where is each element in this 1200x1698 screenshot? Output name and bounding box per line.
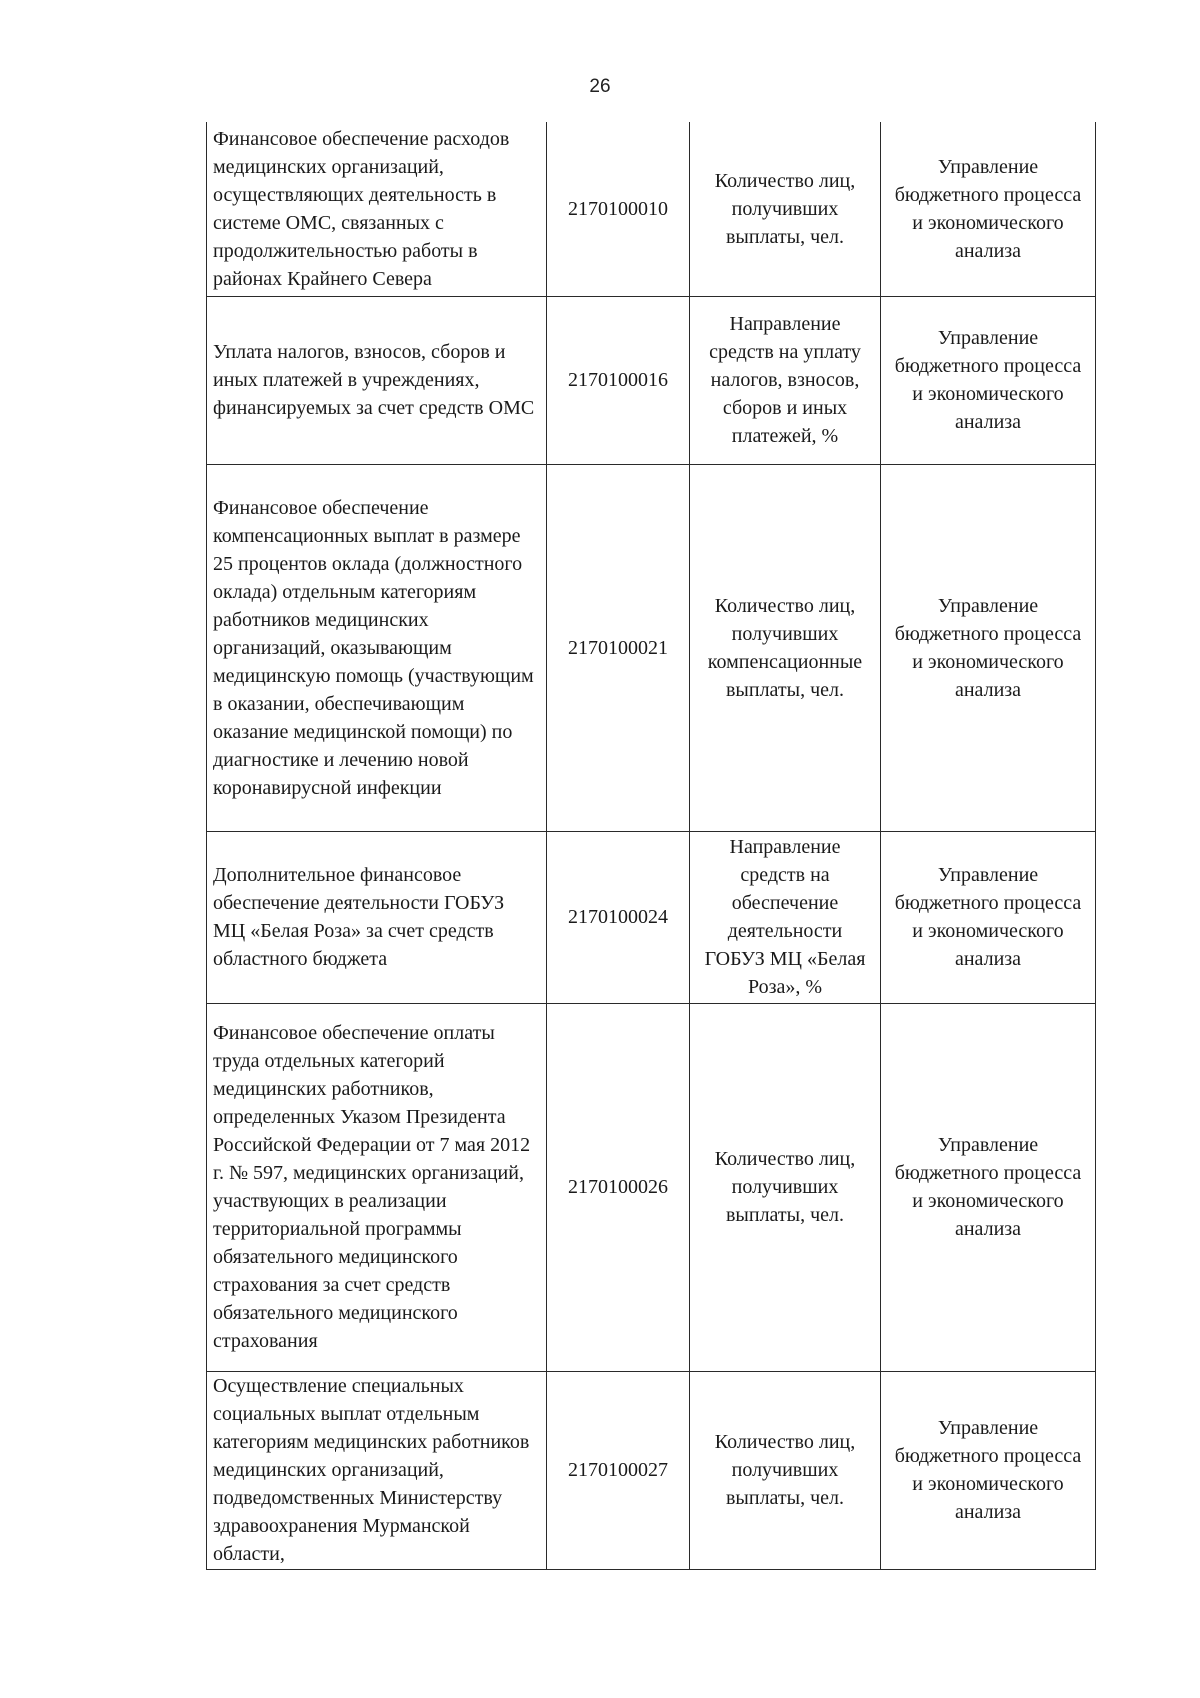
- indicator-cell: Направление средств на обеспечение деятельности ГОБУЗ МЦ «Белая Роза», %: [690, 831, 881, 1003]
- expense-code-cell: 2170100010: [547, 122, 690, 296]
- expense-code-cell: 2170100026: [547, 1003, 690, 1371]
- expense-table: [206, 122, 1096, 1570]
- expense-code-cell: 2170100027: [547, 1371, 690, 1569]
- expense-name-cell: Финансовое обеспечение компенсационных выплат в размере 25 процентов оклада (должностного оклада) отдельным категориям работников медицинских организаций, оказывающим медицинскую помощь (участвующим в оказании, обеспечивающим оказание медицинской помощи) по диагностике и лечению новой коронавирусной инфекции: [207, 464, 547, 831]
- indicator-cell: Направление средств на уплату налогов, взносов, сборов и иных платежей, %: [690, 296, 881, 464]
- expense-code-cell: 2170100021: [547, 464, 690, 831]
- expense-name-cell: Финансовое обеспечение расходов медицинских организаций, осуществляющих деятельность в системе ОМС, связанных с продолжительностью работы в районах Крайнего Севера: [207, 122, 547, 296]
- expense-name-cell: Дополнительное финансовое обеспечение деятельности ГОБУЗ МЦ «Белая Роза» за счет средств областного бюджета: [207, 831, 547, 1003]
- table-row: [207, 122, 1096, 296]
- table-row: [207, 831, 1096, 1003]
- responsible-cell: Управление бюджетного процесса и экономического анализа: [881, 831, 1096, 1003]
- expense-code-cell: 2170100016: [547, 296, 690, 464]
- responsible-cell: Управление бюджетного процесса и экономического анализа: [881, 1371, 1096, 1569]
- page-number: 26: [589, 76, 611, 97]
- table-row: [207, 464, 1096, 831]
- indicator-cell: Количество лиц, получивших выплаты, чел.: [690, 122, 881, 296]
- responsible-cell: Управление бюджетного процесса и экономического анализа: [881, 296, 1096, 464]
- indicator-cell: Количество лиц, получивших компенсационные выплаты, чел.: [690, 464, 881, 831]
- expense-name-cell: Осуществление специальных социальных выплат отдельным категориям медицинских работников медицинских организаций, подведомственных Министерству здравоохранения Мурманской области,: [207, 1371, 547, 1569]
- table-row: [207, 1371, 1096, 1569]
- responsible-cell: Управление бюджетного процесса и экономического анализа: [881, 122, 1096, 296]
- responsible-cell: Управление бюджетного процесса и экономического анализа: [881, 464, 1096, 831]
- expense-name-cell: Уплата налогов, взносов, сборов и иных платежей в учреждениях, финансируемых за счет средств ОМС: [207, 296, 547, 464]
- expense-name-cell: Финансовое обеспечение оплаты труда отдельных категорий медицинских работников, определенных Указом Президента Российской Федерации от 7 мая 2012 г. № 597, медицинских организаций, участвующих в реализации территориальной программы обязательного медицинского страхования за счет средств обязательного медицинского страхования: [207, 1003, 547, 1371]
- table-row: [207, 296, 1096, 464]
- expense-code-cell: 2170100024: [547, 831, 690, 1003]
- table-row: [207, 1003, 1096, 1371]
- indicator-cell: Количество лиц, получивших выплаты, чел.: [690, 1003, 881, 1371]
- responsible-cell: Управление бюджетного процесса и экономического анализа: [881, 1003, 1096, 1371]
- indicator-cell: Количество лиц, получивших выплаты, чел.: [690, 1371, 881, 1569]
